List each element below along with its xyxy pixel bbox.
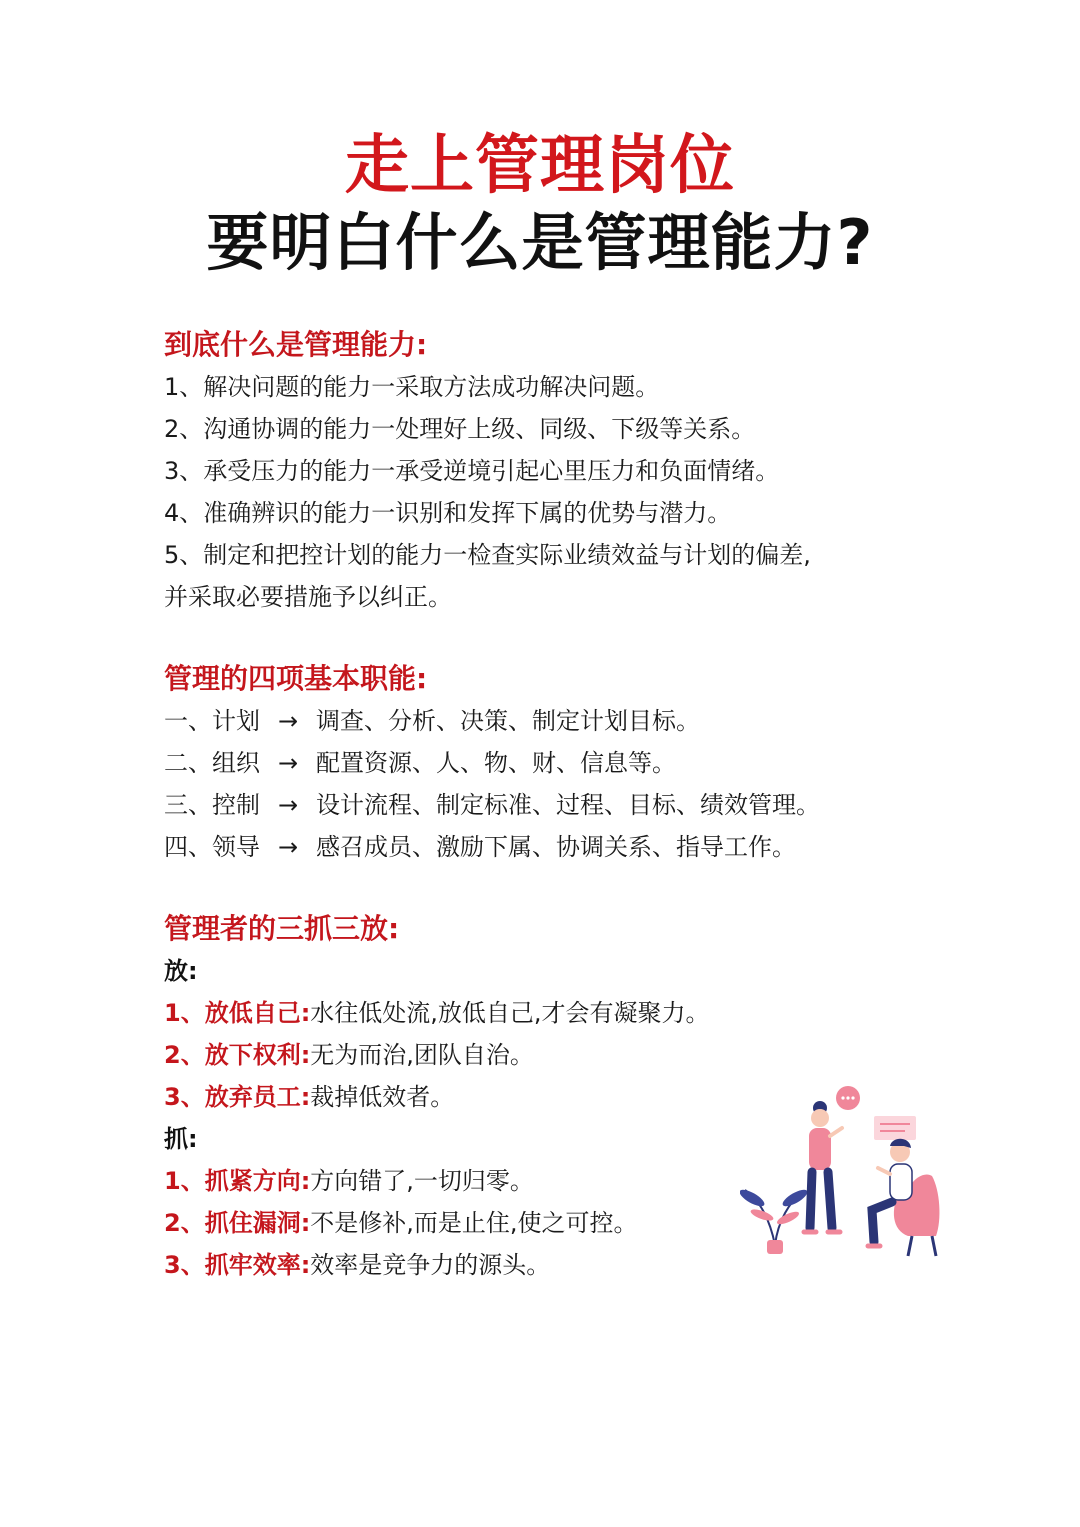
seated-person-icon	[868, 1139, 939, 1256]
message-card-icon	[874, 1116, 916, 1140]
page-title-line1: 走上管理岗位	[345, 129, 735, 203]
fang-row	[164, 1035, 534, 1075]
section-heading-management-ability: 到底什么是管理能力:	[164, 328, 428, 361]
zhua-row	[164, 1161, 534, 1201]
zhua-label: 1、抓紧方向:	[164, 1167, 311, 1195]
zhua-row	[164, 1245, 550, 1285]
right-arrow-icon: →	[277, 791, 299, 819]
function-row	[164, 785, 820, 825]
standing-person-icon	[804, 1101, 842, 1232]
fang-desc: 水往低处流,放低自己,才会有凝聚力。	[310, 999, 710, 1027]
plant-icon	[740, 1187, 810, 1254]
subheading-fang: 放:	[164, 957, 198, 985]
fang-row	[164, 1077, 454, 1117]
list-item: 5、制定和把控计划的能力一检查实际业绩效益与计划的偏差,	[164, 541, 811, 569]
function-row	[164, 701, 700, 741]
list-item: 2、沟通协调的能力一处理好上级、同级、下级等关系。	[164, 415, 756, 443]
function-row	[164, 827, 796, 867]
fang-label: 3、放弃员工:	[164, 1083, 311, 1111]
function-label: 一、计划	[164, 707, 260, 735]
right-arrow-icon: →	[277, 833, 299, 861]
fang-desc: 无为而治,团队自治。	[310, 1041, 534, 1069]
section-heading-four-functions: 管理的四项基本职能:	[164, 662, 428, 695]
function-desc: 调查、分析、决策、制定计划目标。	[316, 707, 700, 735]
function-label: 四、领导	[164, 833, 260, 861]
fang-label: 1、放低自己:	[164, 999, 311, 1027]
zhua-row	[164, 1203, 638, 1243]
list-item: 3、承受压力的能力一承受逆境引起心里压力和负面情绪。	[164, 457, 780, 485]
right-arrow-icon: →	[277, 749, 299, 777]
section-heading-three-grasp-three-release: 管理者的三抓三放:	[164, 912, 400, 945]
list-item: 1、解决问题的能力一采取方法成功解决问题。	[164, 373, 660, 401]
two-people-conversation-icon	[740, 1080, 950, 1270]
function-desc: 设计流程、制定标准、过程、目标、绩效管理。	[316, 791, 820, 819]
zhua-desc: 方向错了,一切归零。	[310, 1167, 534, 1195]
fang-label: 2、放下权利:	[164, 1041, 311, 1069]
right-arrow-icon: →	[277, 707, 299, 735]
page-title-line2: 要明白什么是管理能力?	[206, 206, 874, 279]
function-desc: 感召成员、激励下属、协调关系、指导工作。	[316, 833, 796, 861]
zhua-label: 2、抓住漏洞:	[164, 1209, 311, 1237]
zhua-desc: 效率是竞争力的源头。	[310, 1251, 551, 1279]
subheading-zhua: 抓:	[164, 1125, 198, 1153]
speech-bubble-icon	[836, 1086, 860, 1110]
function-label: 三、控制	[164, 791, 260, 819]
list-item: 4、准确辨识的能力一识别和发挥下属的优势与潜力。	[164, 499, 732, 527]
fang-row	[164, 993, 710, 1033]
zhua-label: 3、抓牢效率:	[164, 1251, 311, 1279]
function-desc: 配置资源、人、物、财、信息等。	[316, 749, 676, 777]
function-row	[164, 743, 676, 783]
fang-desc: 裁掉低效者。	[310, 1083, 455, 1111]
function-label: 二、组织	[164, 749, 260, 777]
zhua-desc: 不是修补,而是止住,使之可控。	[310, 1209, 638, 1237]
list-item-continuation: 并采取必要措施予以纠正。	[164, 583, 452, 611]
